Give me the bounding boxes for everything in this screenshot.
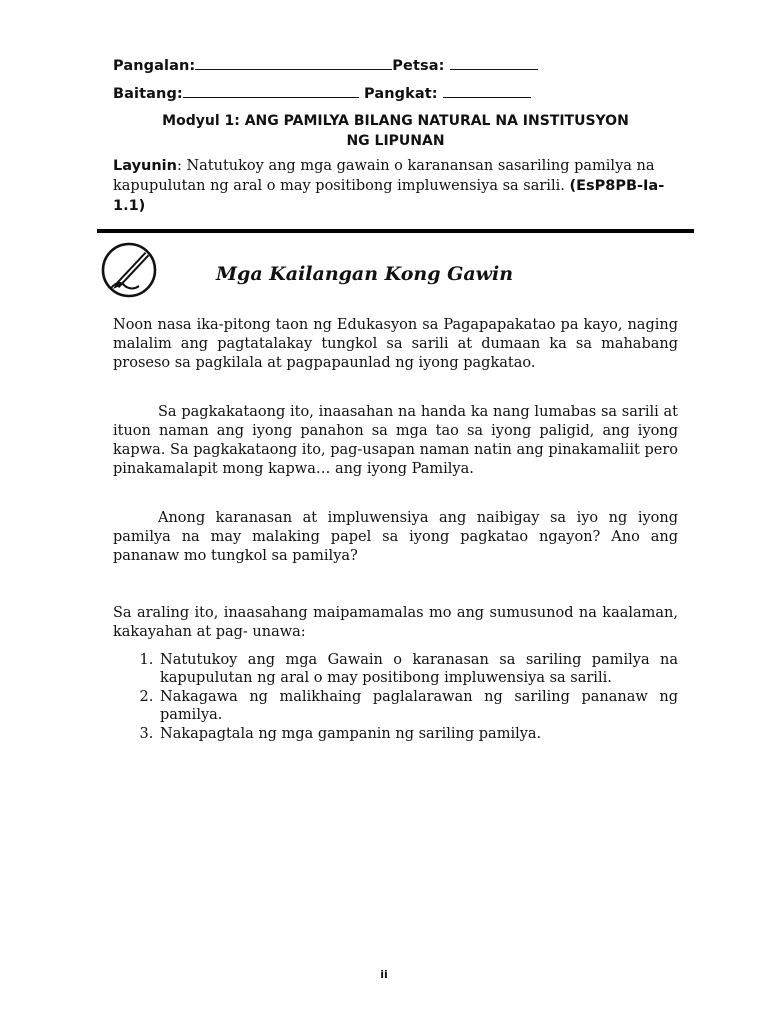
- grade-section-line: [113, 84, 531, 102]
- body-paragraph-2: Sa pagkakataong ito, inaasahan na handa ka nang lumabas sa sarili at ituon naman ang iyong panahon sa mga tao sa iyong paligid, ang iyong kapwa. Sa pagkakataong ito, pag-usapan naman natin ang pinakamaliit pero pinakamalapit mong kapwa… ang iyong Pamilya.: [113, 404, 678, 477]
- objectives-list: [113, 651, 678, 743]
- list-item: 3. Nakapagtala ng mga gampanin ng sariling pamilya.: [158, 725, 678, 743]
- name-blank[interactable]: [195, 56, 392, 70]
- module-title: [113, 111, 678, 151]
- objective-text: : Natutukoy ang mga gawain o karanansan sasariling pamilya na kapupulutan ng aral o may positibong impluwensiya sa sarili.: [113, 158, 655, 194]
- competency-code: (EsP8PB-Ia-1.1): [113, 178, 665, 214]
- intro-paragraph: Noon nasa ika-pitong taon ng Edukasyon sa Pagapapakatao pa kayo, naging malalim ang pagtatalakay tungkol sa sarili at dumaan ka sa mahabang proseso sa pagkilala at pagpapaunlad ng iyong pagkatao.: [113, 317, 678, 371]
- list-item: 1. Natutukoy ang mga Gawain o karanasan sa sariling pamilya na kapupulutan ng aral o may positibong impluwensiya sa sarili.: [158, 651, 678, 687]
- page-number: ii: [380, 968, 388, 981]
- section-label: Pangkat:: [363, 86, 438, 102]
- module-title-line2: NG LIPUNAN: [346, 133, 445, 149]
- date-label: Petsa:: [392, 58, 445, 74]
- module-title-line1: Modyul 1: ANG PAMILYA BILANG NATURAL NA INSTITUSYON: [162, 113, 629, 129]
- section-blank[interactable]: [443, 84, 531, 98]
- objective-label: Layunin: [113, 158, 177, 174]
- pencil-icon: [99, 240, 159, 300]
- list-item: 2. Nakagawa ng malikhaing paglalarawan ng sariling pananaw ng pamilya.: [158, 688, 678, 724]
- grade-blank[interactable]: [183, 84, 359, 98]
- section-title: Mga Kailangan Kong Gawin: [216, 263, 514, 285]
- objective-paragraph: [113, 156, 678, 216]
- body-paragraph-4: Sa araling ito, inaasahang maipamamalas mo ang sumusunod na kaalaman, kakayahan at pag- unawa:: [113, 605, 678, 640]
- grade-label: Baitang:: [113, 86, 183, 102]
- body-paragraph-3: Anong karanasan at impluwensiya ang naibigay sa iyo ng iyong pamilya na may malaking papel sa iyong pagkatao ngayon? Ano ang pananaw mo tungkol sa pamilya?: [113, 510, 678, 564]
- date-blank[interactable]: [450, 56, 538, 70]
- name-label: Pangalan:: [113, 58, 196, 74]
- name-date-line: [113, 56, 538, 74]
- section-divider: [97, 229, 694, 233]
